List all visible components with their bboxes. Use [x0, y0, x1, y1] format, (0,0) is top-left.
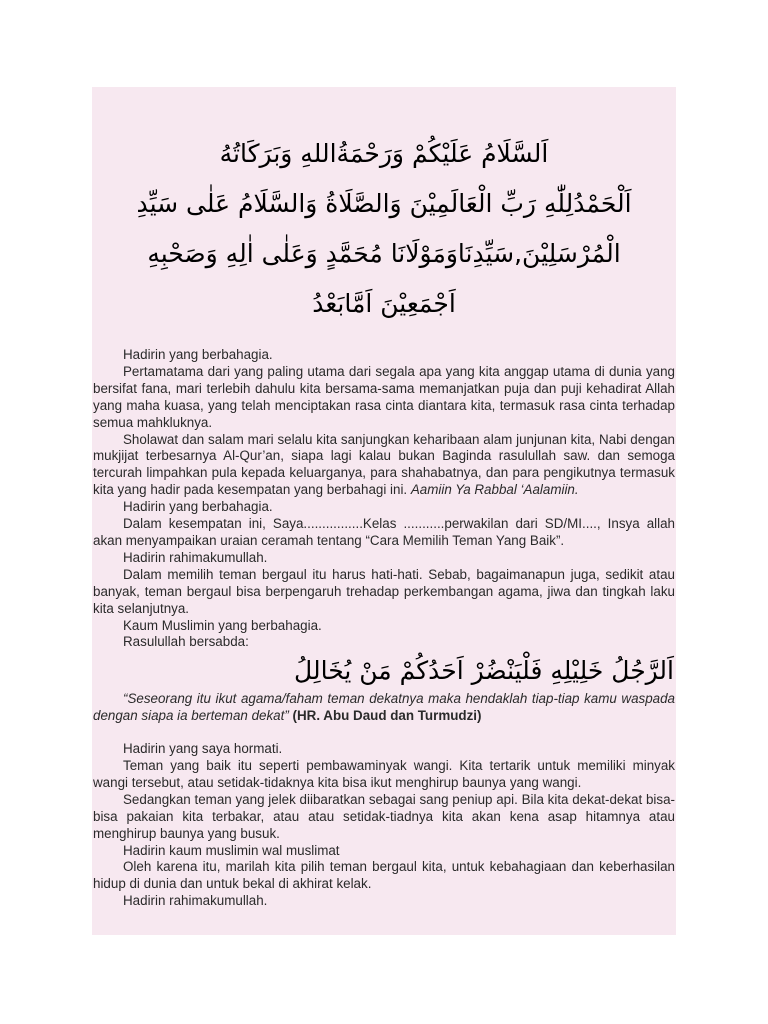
aamiin-text: Aamiin Ya Rabbal ‘Aalamiin.	[410, 482, 579, 498]
arabic-greeting-line: اَلسَّلَامُ عَلَيْكُمْ وَرَحْمَةُاللهِ وَبَرَكَاتُهُ	[219, 139, 549, 168]
hadith-arabic: اَلرَّجُلُ خَلِيْلِهِ فَلْيَنْضُرْ اَحَدُكُمْ مَنْ يُخَالِلُ	[294, 656, 674, 686]
hadith-translation	[93, 691, 675, 725]
document-page	[92, 87, 676, 935]
paragraph: Hadirin yang berbahagia.	[123, 347, 273, 362]
paragraph: Teman yang baik itu seperti pembawaminyak wangi. Kita tertarik untuk memiliki minyak wangi tersebut, atau setidak-tidaknya kita bisa ikut menghirup baunya yang wangi.	[93, 758, 675, 790]
arabic-closing-line: اَجْمَعِيْنَ اَمَّابَعْدُ	[312, 289, 456, 318]
sholawat-text: Sholawat dan salam mari selalu kita sanjungkan keharibaan alam junjunan kita, Nabi dengan mukjijat terbesarnya Al-Qur’an, siapa lagi kalau bukan Baginda rasulullah saw. dan semoga tercurah limpahkan pula kepada keluarganya, para shahabatnya, dan para pengikutnya termasuk kita yang hadir pada kesempatan yang berbahagi ini.	[93, 431, 675, 498]
paragraph: Oleh karena itu, marilah kita pilih teman bergaul kita, untuk kebahagiaan dan keberhasilan hidup di dunia dan untuk bekal di akhirat kelak.	[93, 859, 675, 892]
arabic-sholawat-line: الْمُرْسَلِيْنَ,سَيِّدِنَاوَمَوْلَانَا مُحَمَّدٍ وَعَلٰى اٰلِهِ وَصَحْبِهِ	[147, 239, 621, 268]
arabic-hamdalah-line: اَلْحَمْدُلِلّٰهِ رَبِّ الْعَالَمِيْنَ وَالصَّلَاةُ وَالسَّلَامُ عَلٰى سَيِّدِ	[136, 189, 632, 218]
speech-body	[93, 347, 675, 910]
spacer	[93, 725, 675, 741]
paragraph: Pertamatama dari yang paling utama dari segala apa yang kita anggap utama di dunia yang bersifat fana, mari terlebih dahulu kita bersama-sama memanjatkan puja dan puji kehadirat Allah yang maha kuasa, yang telah menciptakan rasa cinta diantara kita, termasuk rasa cinta terhadap semua mahkluknya.	[93, 363, 675, 430]
paragraph: Dalam kesempatan ini, Saya................Kelas ...........perwakilan dari SD/MI...., Insya allah akan menyampaikan uraian ceramah tentang “Cara Memilih Teman Yang Baik”.	[93, 516, 675, 548]
hadith-source: (HR. Abu Daud dan Turmudzi)	[292, 708, 482, 724]
paragraph: Rasulullah bersabda:	[123, 634, 249, 650]
paragraph: Hadirin kaum muslimin wal muslimat	[123, 842, 340, 858]
paragraph: Sedangkan teman yang jelek diibaratkan sebagai sang peniup api. Bila kita dekat-dekat bisa-bisa pakaian kita terbakar, atau atau setidak-tiadnya kita akan kena asap hitamnya atau menghirup baunya yang busuk.	[93, 791, 675, 841]
paragraph: Hadirin rahimakumullah.	[123, 549, 268, 565]
paragraph: Hadirin yang saya hormati.	[123, 741, 283, 757]
paragraph: Dalam memilih teman bergaul itu harus hati-hati. Sebab, bagaimanapun juga, sedikit atau banyak, teman bergaul bisa berpengaruh trehadap perkembangan agama, jiwa dan tingkah laku kita selanjutnya.	[93, 566, 675, 616]
arabic-opening	[109, 129, 659, 329]
paragraph: Hadirin rahimakumullah.	[123, 893, 268, 909]
paragraph: Hadirin yang berbahagia.	[123, 499, 273, 515]
hadith-translation-text: “Seseorang itu ikut agama/faham teman dekatnya maka hendaklah tiap-tiap kamu waspada dengan siapa ia berteman dekat”	[93, 691, 675, 724]
sholawat-paragraph	[93, 432, 675, 500]
paragraph: Kaum Muslimin yang berbahagia.	[123, 617, 322, 633]
